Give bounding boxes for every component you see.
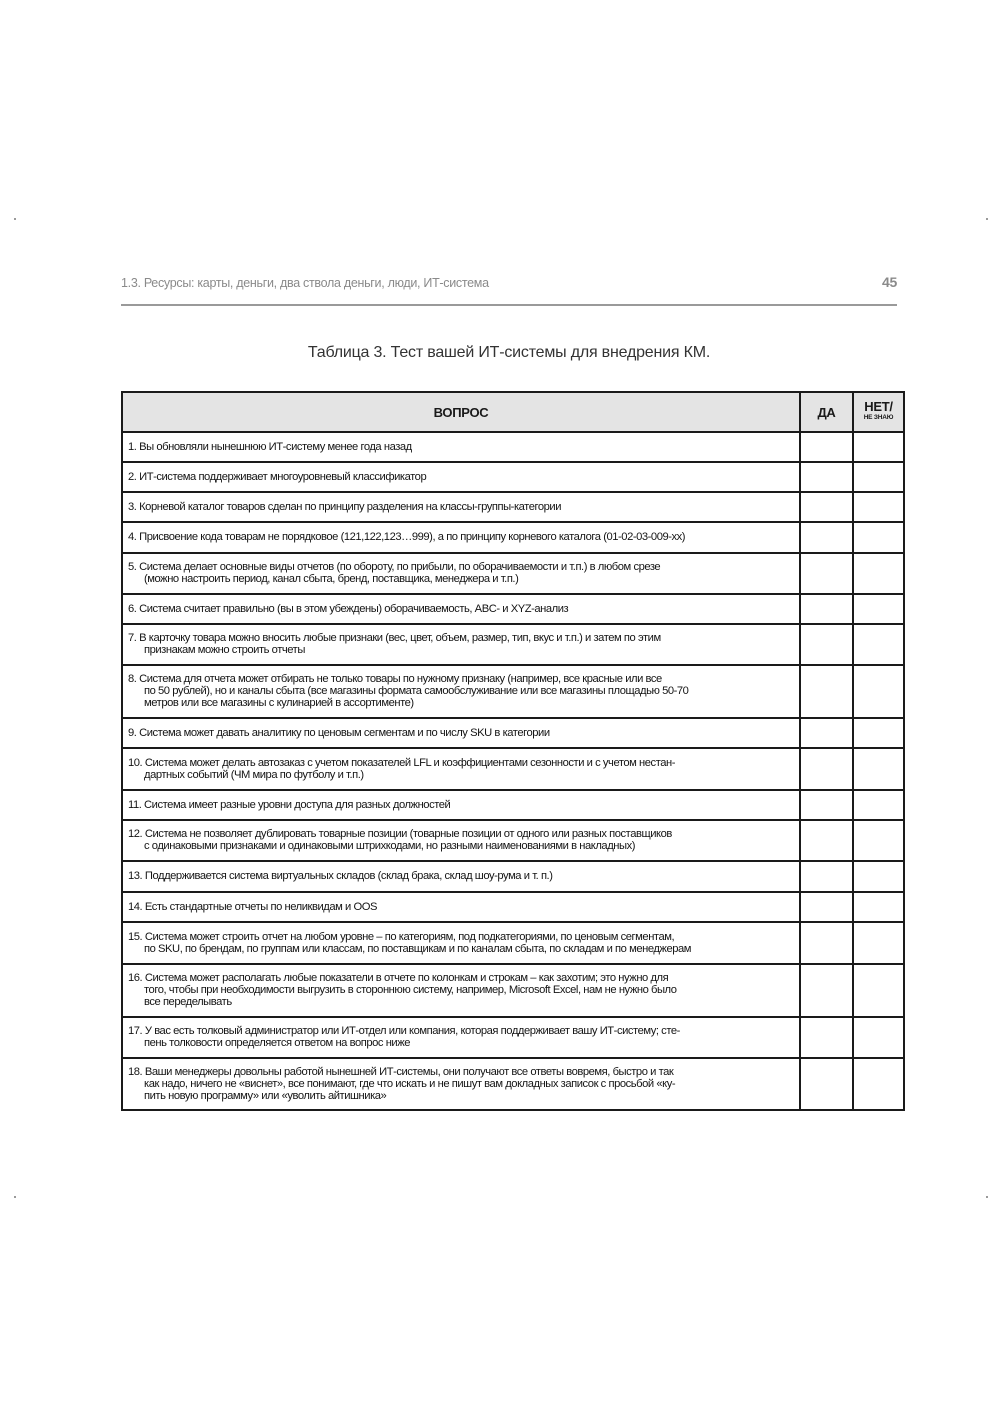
question-cell [122, 892, 800, 922]
question-text-continued: с одинаковыми признаками и одинаковыми штрихкодами, но разными наименованиями в накладных) [144, 840, 636, 852]
question-number: 10. [128, 756, 143, 769]
answer-yes-cell[interactable] [800, 820, 853, 861]
answer-no-cell[interactable] [853, 790, 904, 820]
question-cell [122, 964, 800, 1017]
question-cell [122, 665, 800, 718]
question-text: В карточку товара можно вносить любые признаки (вес, цвет, объем, размер, тип, вкус и т.п.) и затем по этим [139, 632, 661, 644]
question-cell [122, 522, 800, 553]
table-caption: Таблица 3. Тест вашей ИТ-системы для внедрения КМ. [307, 344, 711, 361]
table-row [122, 1017, 904, 1058]
answer-yes-cell[interactable] [800, 1058, 853, 1110]
header-no-dont-know [853, 392, 904, 432]
question-text: Система может строить отчет на любом уровне – по категориям, под подкатегориями, по ценовым сегментам, [144, 930, 675, 943]
question-cell [122, 861, 800, 892]
question-cell [122, 1058, 800, 1110]
question-text: Система может делать автозаказ с учетом показателей LFL и коэффициентами сезонности и с учетом нестан- [144, 756, 676, 769]
question-text: Система делает основные виды отчетов (по обороту, по прибыли, по оборачиваемости и т.п.) в любом срезе [139, 561, 661, 573]
question-text: Система для отчета может отбирать не только товары по нужному признаку (например, все красные или все [139, 673, 662, 685]
answer-yes-cell[interactable] [800, 462, 853, 492]
question-text-continued: (можно настроить период, канал сбыта, бренд, поставщика, менеджера и т.п.) [144, 573, 519, 585]
crop-mark-top-left [14, 218, 16, 220]
question-number: 15. [128, 930, 143, 943]
question-text: Система может давать аналитику по ценовым сегментам и по числу SKU в категории [139, 726, 550, 739]
table-row [122, 522, 904, 553]
answer-yes-cell[interactable] [800, 892, 853, 922]
answer-no-cell[interactable] [853, 492, 904, 522]
answer-yes-cell[interactable] [800, 1017, 853, 1058]
answer-yes-cell[interactable] [800, 665, 853, 718]
table-row [122, 553, 904, 594]
table-row [122, 892, 904, 922]
question-text-continued: как надо, ничего не «виснет», все понимают, где что искать и не пишут вам докладных записок с просьбой «ку- [144, 1077, 676, 1090]
answer-yes-cell[interactable] [800, 922, 853, 964]
table-header-row [122, 392, 904, 432]
answer-no-cell[interactable] [853, 553, 904, 594]
question-cell [122, 748, 800, 790]
answer-no-cell[interactable] [853, 964, 904, 1017]
question-text: ИТ-система поддерживает многоуровневый классификатор [139, 470, 427, 483]
answer-yes-cell[interactable] [800, 492, 853, 522]
question-text: У вас есть толковый администратор или ИТ-отдел или компания, которая поддерживает вашу ИТ-систему; сте- [144, 1025, 680, 1037]
question-text: Вы обновляли нынешнюю ИТ-систему менее года назад [139, 440, 412, 453]
header-dont-know-label: НЕ ЗНАЮ [863, 414, 894, 421]
answer-yes-cell[interactable] [800, 964, 853, 1017]
question-number: 9. [128, 726, 137, 739]
question-number: 4. [128, 531, 137, 543]
question-number: 13. [128, 870, 143, 882]
question-text-continued: по SKU, по брендам, по группам или классам, по поставщикам и по каналам сбыта, по складам и по менеджерам [144, 942, 692, 955]
answer-no-cell[interactable] [853, 1017, 904, 1058]
question-number: 14. [128, 900, 143, 913]
question-cell [122, 718, 800, 748]
answer-no-cell[interactable] [853, 624, 904, 665]
answer-no-cell[interactable] [853, 922, 904, 964]
answer-yes-cell[interactable] [800, 790, 853, 820]
question-number: 11. [128, 798, 142, 811]
question-cell [122, 594, 800, 624]
table-row [122, 718, 904, 748]
question-text-continued: признакам можно строить отчеты [144, 644, 305, 656]
answer-no-cell[interactable] [853, 861, 904, 892]
header-no-label: НЕТ/ [864, 399, 893, 414]
table-row [122, 1058, 904, 1110]
question-text: Система может располагать любые показатели в отчете по колонкам и строкам – как захотим; это нужно для [144, 972, 669, 984]
question-cell [122, 820, 800, 861]
answer-no-cell[interactable] [853, 718, 904, 748]
question-number: 7. [128, 632, 137, 644]
question-number: 3. [128, 500, 137, 513]
answer-no-cell[interactable] [853, 462, 904, 492]
question-cell [122, 462, 800, 492]
question-number: 1. [128, 440, 137, 453]
table-row [122, 665, 904, 718]
answer-yes-cell[interactable] [800, 432, 853, 462]
question-cell [122, 492, 800, 522]
question-text-continued: того, чтобы при необходимости выгрузить в стороннюю систему, например, Microsoft Excel, нам не нужно было [144, 984, 677, 996]
table-row [122, 861, 904, 892]
question-text: Ваши менеджеры довольны работой нынешней ИТ-системы, они получают все ответы вовремя, быстро и так [144, 1065, 674, 1078]
question-text-continued: дартных событий (ЧМ мира по футболу и т.п.) [144, 768, 364, 781]
question-text: Корневой каталог товаров сделан по принципу разделения на классы-группы-категории [139, 500, 562, 513]
answer-no-cell[interactable] [853, 594, 904, 624]
question-text: Система считает правильно (вы в этом убеждены) оборачиваемость, ABC- и XYZ-анализ [139, 602, 569, 615]
table-row [122, 748, 904, 790]
question-text-continued: все переделывать [144, 996, 232, 1008]
table-row [122, 594, 904, 624]
question-cell [122, 790, 800, 820]
header-question: ВОПРОС [122, 392, 800, 432]
answer-no-cell[interactable] [853, 1058, 904, 1110]
question-text-continued: пень толковости определяется ответом на вопрос ниже [144, 1037, 411, 1049]
question-text: Система имеет разные уровни доступа для разных должностей [144, 798, 451, 811]
running-head [121, 274, 897, 294]
question-text-continued: метров или все магазины с кулинарией в ассортименте) [144, 697, 414, 709]
table-row [122, 922, 904, 964]
answer-yes-cell[interactable] [800, 861, 853, 892]
answer-yes-cell[interactable] [800, 718, 853, 748]
answer-yes-cell[interactable] [800, 522, 853, 553]
question-text: Поддерживается система виртуальных складов (склад брака, склад шоу-рума и т. п.) [144, 870, 553, 882]
question-text-continued: пить новую программу» или «уволить айтишника» [144, 1089, 387, 1102]
section-title: 1.3. Ресурсы: карты, деньги, два ствола деньги, люди, ИТ-система [121, 276, 489, 290]
question-number: 18. [128, 1065, 143, 1078]
table-row [122, 462, 904, 492]
table-row [122, 432, 904, 462]
question-cell [122, 432, 800, 462]
answer-yes-cell[interactable] [800, 624, 853, 665]
question-number: 8. [128, 673, 137, 685]
page-number: 45 [882, 274, 897, 290]
question-cell [122, 1017, 800, 1058]
header-yes: ДА [800, 392, 853, 432]
answer-no-cell[interactable] [853, 665, 904, 718]
table-row [122, 624, 904, 665]
crop-mark-bottom-right [986, 1196, 988, 1198]
answer-yes-cell[interactable] [800, 553, 853, 594]
crop-mark-top-right [986, 218, 988, 220]
it-system-test-table [121, 391, 905, 1111]
question-number: 12. [128, 828, 143, 840]
question-text: Система не позволяет дублировать товарные позиции (товарные позиции от одного или разных поставщиков [144, 828, 672, 840]
question-text-continued: по 50 рублей), но и каналы сбыта (все магазины формата самообслуживание или все магазины площадью 50-70 [144, 685, 689, 697]
question-number: 6. [128, 602, 137, 615]
answer-no-cell[interactable] [853, 522, 904, 553]
question-number: 16. [128, 972, 143, 984]
question-number: 17. [128, 1025, 143, 1037]
answer-yes-cell[interactable] [800, 748, 853, 790]
answer-no-cell[interactable] [853, 820, 904, 861]
table-row [122, 820, 904, 861]
question-text: Есть стандартные отчеты по неликвидам и OOS [144, 900, 378, 913]
question-cell [122, 624, 800, 665]
table-row [122, 492, 904, 522]
answer-no-cell[interactable] [853, 432, 904, 462]
answer-no-cell[interactable] [853, 748, 904, 790]
answer-yes-cell[interactable] [800, 594, 853, 624]
question-cell [122, 553, 800, 594]
table-body [122, 432, 904, 1110]
header-rule [121, 304, 897, 306]
question-cell [122, 922, 800, 964]
question-number: 5. [128, 561, 137, 573]
crop-mark-bottom-left [14, 1196, 16, 1198]
table-row [122, 964, 904, 1017]
table-row [122, 790, 904, 820]
answer-no-cell[interactable] [853, 892, 904, 922]
question-number: 2. [128, 470, 137, 483]
question-text: Присвоение кода товарам не порядковое (121,122,123…999), а по принципу корневого каталога (01-02-03-009-xx) [139, 531, 686, 543]
